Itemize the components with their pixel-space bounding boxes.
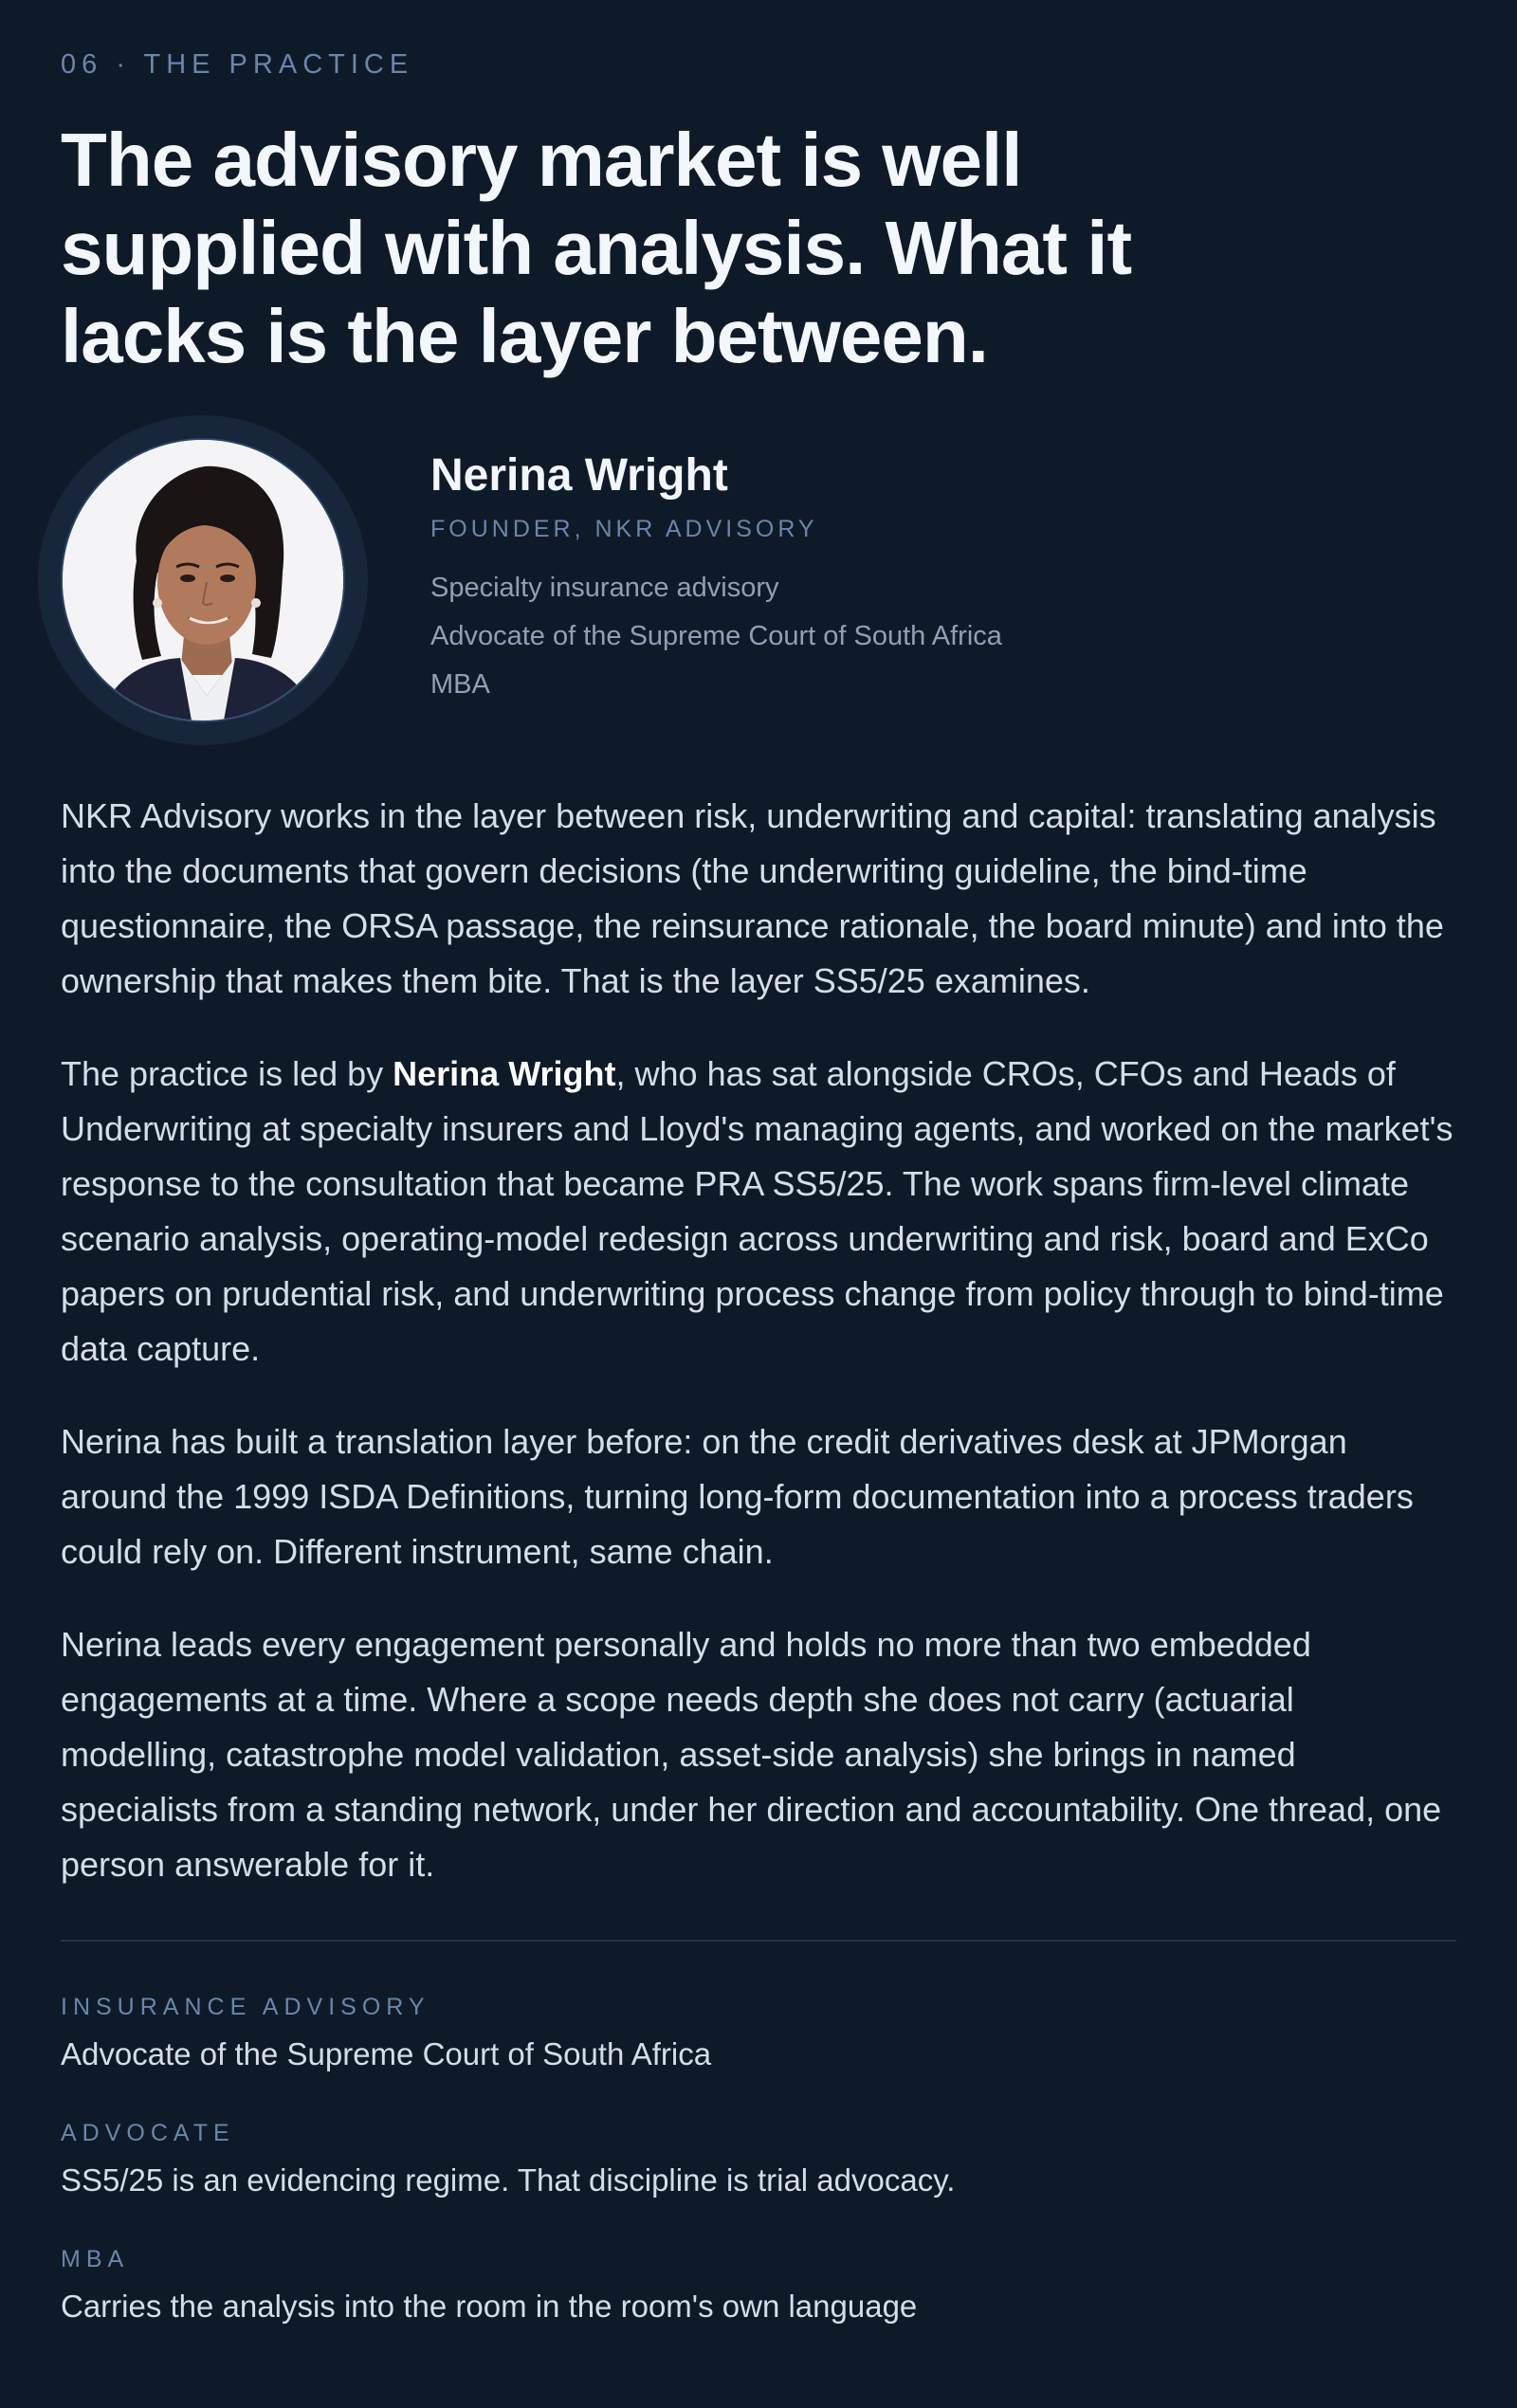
profile-role: FOUNDER, NKR ADVISORY: [430, 516, 818, 542]
profile-info: [430, 449, 1002, 724]
fact-text: SS5/25 is an evidencing regime. That discipline is trial advocacy.: [61, 2162, 956, 2198]
fact-item: [61, 2245, 1456, 2371]
fact-text: Advocate of the Supreme Court of South Africa: [61, 2036, 712, 2071]
credential-facts: [61, 1993, 1456, 2371]
fact-label: INSURANCE ADVISORY: [61, 1994, 430, 2020]
section-eyebrow: 06 · THE PRACTICE: [61, 49, 414, 80]
paragraph-translation-layer: Nerina has built a translation layer before: on the credit derivatives desk at JPMorgan around the 1999 ISDA Definitions, turning long-form documentation into a process traders could rely on. Different instrument, same chain.: [61, 1422, 1414, 1571]
fact-text: Carries the analysis into the room in the room's own language: [61, 2289, 918, 2324]
fact-label: ADVOCATE: [61, 2120, 235, 2146]
credential-item: MBA: [430, 669, 490, 700]
paragraph-text: The practice is led by: [61, 1054, 393, 1093]
section-divider: [61, 1940, 1456, 1942]
founder-name-emphasis: Nerina Wright: [393, 1054, 616, 1093]
section-headline: The advisory market is well supplied with analysis. What it lacks is the layer between.: [61, 118, 1132, 378]
profile-name: Nerina Wright: [430, 450, 728, 501]
credential-item: Specialty insurance advisory: [430, 573, 779, 603]
paragraph-engagement-model: Nerina leads every engagement personally and holds no more than two embedded engagements at a time. Where a scope needs depth she does not carry (actuarial modelling, catastrophe model validation, asset-side analysis) she brings in named specialists from a standing network, under her direction and accountability. One thread, one person answerable for it.: [61, 1625, 1442, 1884]
fact-item: [61, 2119, 1456, 2245]
credential-item: Advocate of the Supreme Court of South Africa: [430, 621, 1002, 651]
paragraph-leadership: [61, 1047, 1456, 1377]
founder-profile: [38, 415, 1176, 747]
paragraph-layer: NKR Advisory works in the layer between risk, underwriting and capital: translating analysis into the documents that govern decisions (the underwriting guideline, the bind-time questionnaire, the ORSA passage, the reinsurance rationale, the board minute) and into the ownership that makes them bite. That is the layer SS5/25 examines.: [61, 796, 1444, 1000]
fact-label: MBA: [61, 2246, 130, 2272]
body-copy: [61, 789, 1456, 1930]
fact-item: [61, 1993, 1456, 2119]
paragraph-text: , who has sat alongside CROs, CFOs and Heads of Underwriting at specialty insurers and Lloyd's managing agents, and worked on the market's response to the consultation that became PRA SS5/25. The work spans firm-level climate scenario analysis, operating-model redesign across underwriting and risk, board and ExCo papers on prudential risk, and underwriting process change from policy through to bind-time data capture.: [61, 1054, 1453, 1368]
avatar: [61, 438, 345, 722]
portrait-photo: [63, 440, 343, 721]
credentials-list: [430, 564, 1002, 709]
avatar-ring: [38, 415, 368, 745]
